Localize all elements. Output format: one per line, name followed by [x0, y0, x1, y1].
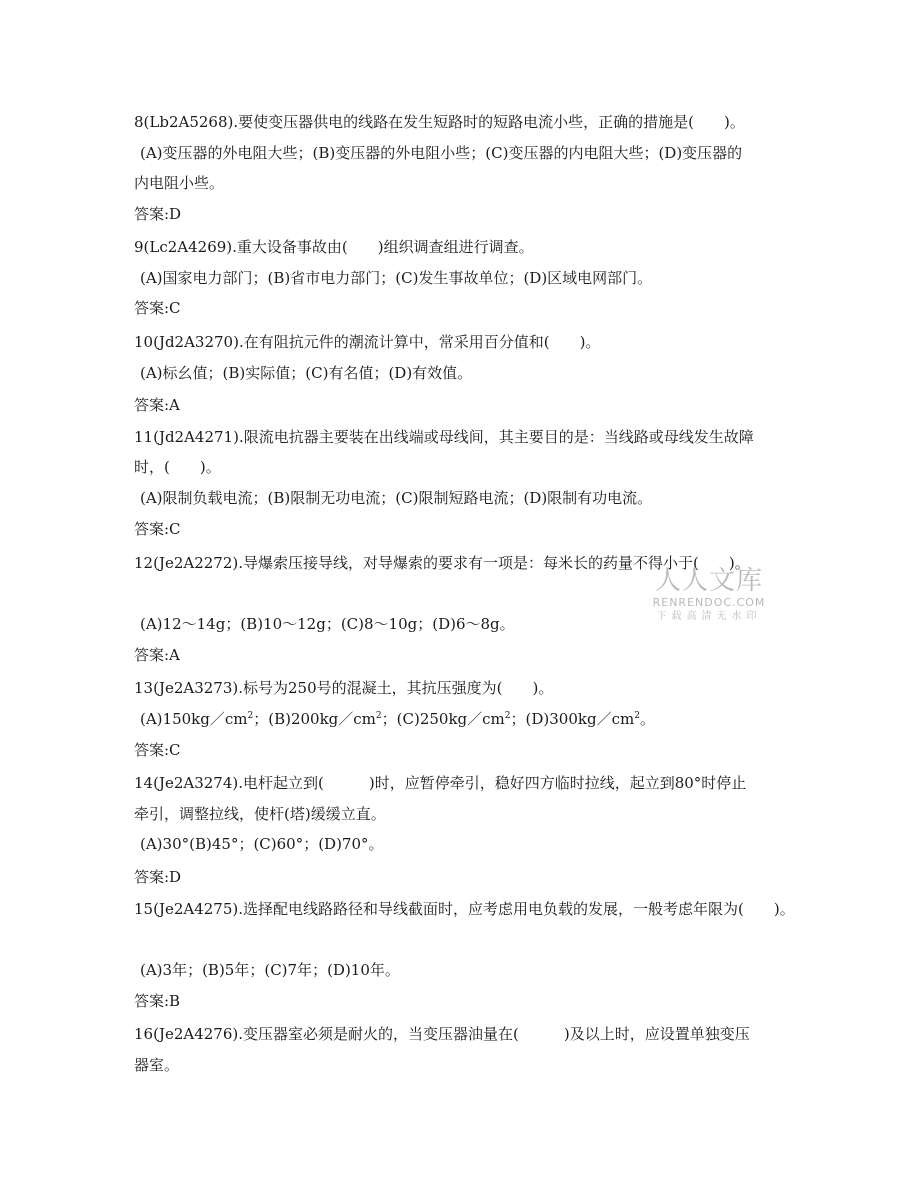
question-8-answer: 答案:D: [134, 205, 182, 223]
question-13-stem: 13(Je2A3273).标号为250号的混凝土，其抗压强度为( )。: [134, 679, 554, 697]
question-13-options: [140, 709, 655, 729]
question-9-options: (A)国家电力部门；(B)省市电力部门；(C)发生事故单位；(D)区域电网部门。: [140, 269, 653, 287]
question-10-answer: 答案:A: [134, 396, 180, 414]
question-8-stem: 8(Lb2A5268).要使变压器供电的线路在发生短路时的短路电流小些，正确的措施是( )。: [134, 113, 745, 131]
question-8-options-continued: 内电阻小些。: [134, 174, 225, 192]
superscript-2: 2: [375, 711, 382, 721]
question-11-options: (A)限制负载电流；(B)限制无功电流；(C)限制短路电流；(D)限制有功电流。: [140, 489, 653, 507]
question-12-answer: 答案:A: [134, 646, 180, 664]
question-12-stem: 12(Je2A2272).导爆索压接导线，对导爆索的要求有一项是：每米长的药量不得小于( )。: [134, 554, 750, 572]
watermark-domain: RENRENDOC.COM: [652, 596, 766, 609]
superscript-2: 2: [634, 711, 640, 721]
question-15-options: (A)3年；(B)5年；(C)7年；(D)10年。: [140, 961, 400, 979]
question-11-stem: 11(Jd2A4271).限流电抗器主要装在出线端或母线间，其主要目的是：当线路或母线发生故障: [134, 428, 754, 446]
question-13-option-a: (A)150kg／cm: [140, 710, 248, 728]
watermark-name: 人人文库: [654, 566, 763, 596]
question-11-answer: 答案:C: [134, 520, 181, 538]
question-16-stem-continued: 器室。: [134, 1056, 180, 1074]
question-13-option-c: ；(C)250kg／cm: [381, 710, 505, 728]
question-8-options: (A)变压器的外电阻大些；(B)变压器的外电阻小些；(C)变压器的内电阻大些；(D)变压器的: [140, 144, 743, 162]
question-9-answer: 答案:C: [134, 299, 181, 317]
question-14-stem: 14(Je2A3274).电杆起立到( )时，应暂停牵引，稳好四方临时拉线，起立到80°时停止: [134, 774, 747, 792]
question-9-stem: 9(Lc2A4269).重大设备事故由( )组织调查组进行调查。: [134, 238, 534, 256]
question-13-option-b: ；(B)200kg／cm: [253, 710, 376, 728]
question-15-stem: 15(Je2A4275).选择配电线路路径和导线截面时，应考虑用电负载的发展，一般考虑年限为( )。: [134, 900, 795, 918]
superscript-2: 2: [504, 711, 511, 721]
question-10-options: (A)标幺值；(B)实际值；(C)有名值；(D)有效值。: [140, 364, 473, 382]
question-11-stem-continued: 时，( )。: [134, 458, 221, 476]
question-12-options: (A)12～14g；(B)10～12g；(C)8～10g；(D)6～8g。: [140, 615, 515, 633]
question-16-stem: 16(Je2A4276).变压器室必须是耐火的，当变压器油量在( )及以上时，应设置单独变压: [134, 1025, 750, 1043]
question-13-answer: 答案:C: [134, 741, 181, 759]
question-15-answer: 答案:B: [134, 992, 181, 1010]
question-13-option-d: ；(D)300kg／cm: [510, 710, 635, 728]
question-14-answer: 答案:D: [134, 868, 182, 886]
question-10-stem: 10(Jd2A3270).在有阻抗元件的潮流计算中，常采用百分值和( )。: [134, 333, 601, 351]
watermark-logo: [644, 566, 774, 624]
question-14-options: (A)30°(B)45°；(C)60°；(D)70°。: [140, 835, 384, 853]
watermark-tagline: 下载高清无水印: [656, 611, 762, 622]
superscript-2: 2: [247, 711, 254, 721]
question-14-stem-continued: 牵引，调整拉线，使杆(塔)缓缓立直。: [134, 805, 386, 823]
question-13-options-end: 。: [639, 710, 655, 728]
